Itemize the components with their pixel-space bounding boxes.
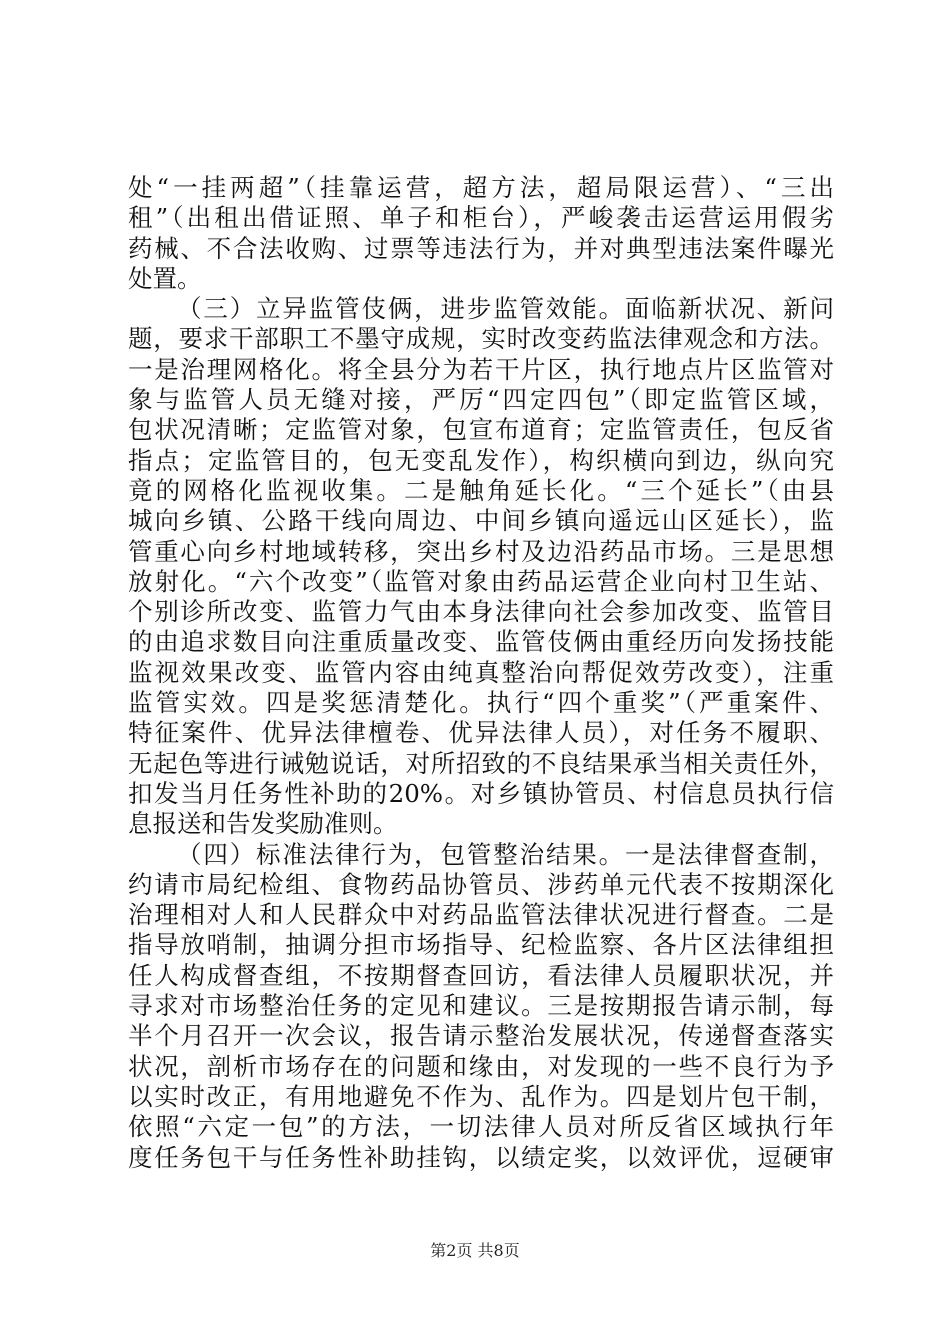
text-line: 的由追求数目向注重质量改变、监管伎俩由重经历向发扬技能 [128, 627, 834, 657]
text-line: 租”（出租出借证照、单子和柜台），严峻袭击运营运用假劣 [128, 203, 834, 233]
text-line: 管重心向乡村地域转移，突出乡村及边沿药品市场。三是思想 [128, 536, 834, 566]
text-line: 指导放哨制，抽调分担市场指导、纪检监察、各片区法律组担 [128, 930, 834, 960]
text-line: 处置。 [128, 263, 202, 293]
text-line: 约请市局纪检组、食物药品协管员、涉药单元代表不按期深化 [128, 869, 834, 899]
text-line: 药械、不合法收购、过票等违法行为，并对典型违法案件曝光 [128, 233, 834, 263]
text-line: 寻求对市场整治任务的定见和建议。三是按期报告请示制，每 [128, 991, 834, 1021]
text-line: 放射化。“六个改变”（监管对象由药品运营企业向村卫生站、 [128, 566, 834, 596]
text-line: 特征案件、优异法律檀卷、优异法律人员），对任务不履职、 [128, 718, 834, 748]
page-number-footer: 第2页 共8页 [430, 1241, 520, 1260]
document-body [128, 173, 834, 1173]
text-line: 包状况清晰；定监管对象，包宣布道育；定监管责任，包反省 [128, 415, 834, 445]
text-line: 指点；定监管目的，包无变乱发作），构织横向到边，纵向究 [128, 445, 834, 475]
text-line: 半个月召开一次会议，报告请示整治发展状况，传递督查落实 [128, 1021, 834, 1051]
text-line: 无起色等进行诫勉说话，对所招致的不良结果承当相关责任外， [128, 748, 834, 778]
text-line: 以实时改正，有用地避免不作为、乱作为。四是划片包干制， [128, 1081, 834, 1111]
text-line: 处“一挂两超”（挂靠运营，超方法，超局限运营）、“三出 [128, 173, 834, 202]
text-line: 象与监管人员无缝对接，严厉“四定四包”（即定监管区域， [128, 385, 834, 415]
text-line: 监视效果改变、监管内容由纯真整治向帮促效劳改变），注重 [128, 657, 834, 687]
text-line: 任人构成督查组，不按期督查回访，看法律人员履职状况，并 [128, 960, 834, 990]
paragraph-heading-line: （四）标准法律行为，包管整治结果。一是法律督查制， [177, 839, 834, 869]
text-line: 个别诊所改变、监管力气由本身法律向社会参加改变、监管目 [128, 597, 834, 627]
text-line: 息报送和告发奖励准则。 [128, 809, 398, 839]
text-line: 监管实效。四是奖惩清楚化。执行“四个重奖”（严重案件、 [128, 688, 834, 718]
text-line: 治理相对人和人民群众中对药品监管法律状况进行督查。二是 [128, 900, 834, 930]
text-line: 题，要求干部职工不墨守成规，实时改变药监法律观念和方法。 [128, 324, 834, 354]
text-line: 城向乡镇、公路干线向周边、中间乡镇向遥远山区延长），监 [128, 506, 834, 536]
text-line: 状况，剖析市场存在的问题和缘由，对发现的一些不良行为予 [128, 1051, 834, 1081]
text-line: 一是治理网格化。将全县分为若干片区，执行地点片区监管对 [128, 354, 834, 384]
text-line: 度任务包干与任务性补助挂钩，以绩定奖，以效评优，逗硬审 [128, 1142, 834, 1172]
text-line: 依照“六定一包”的方法，一切法律人员对所反省区域执行年 [128, 1112, 834, 1142]
text-line: 竟的网格化监视收集。二是触角延长化。“三个延长”（由县 [128, 475, 834, 505]
paragraph-heading-line: （三）立异监管伎俩，进步监管效能。面临新状况、新问 [177, 294, 834, 324]
text-line: 扣发当月任务性补助的20%。对乡镇协管员、村信息员执行信 [128, 778, 834, 808]
